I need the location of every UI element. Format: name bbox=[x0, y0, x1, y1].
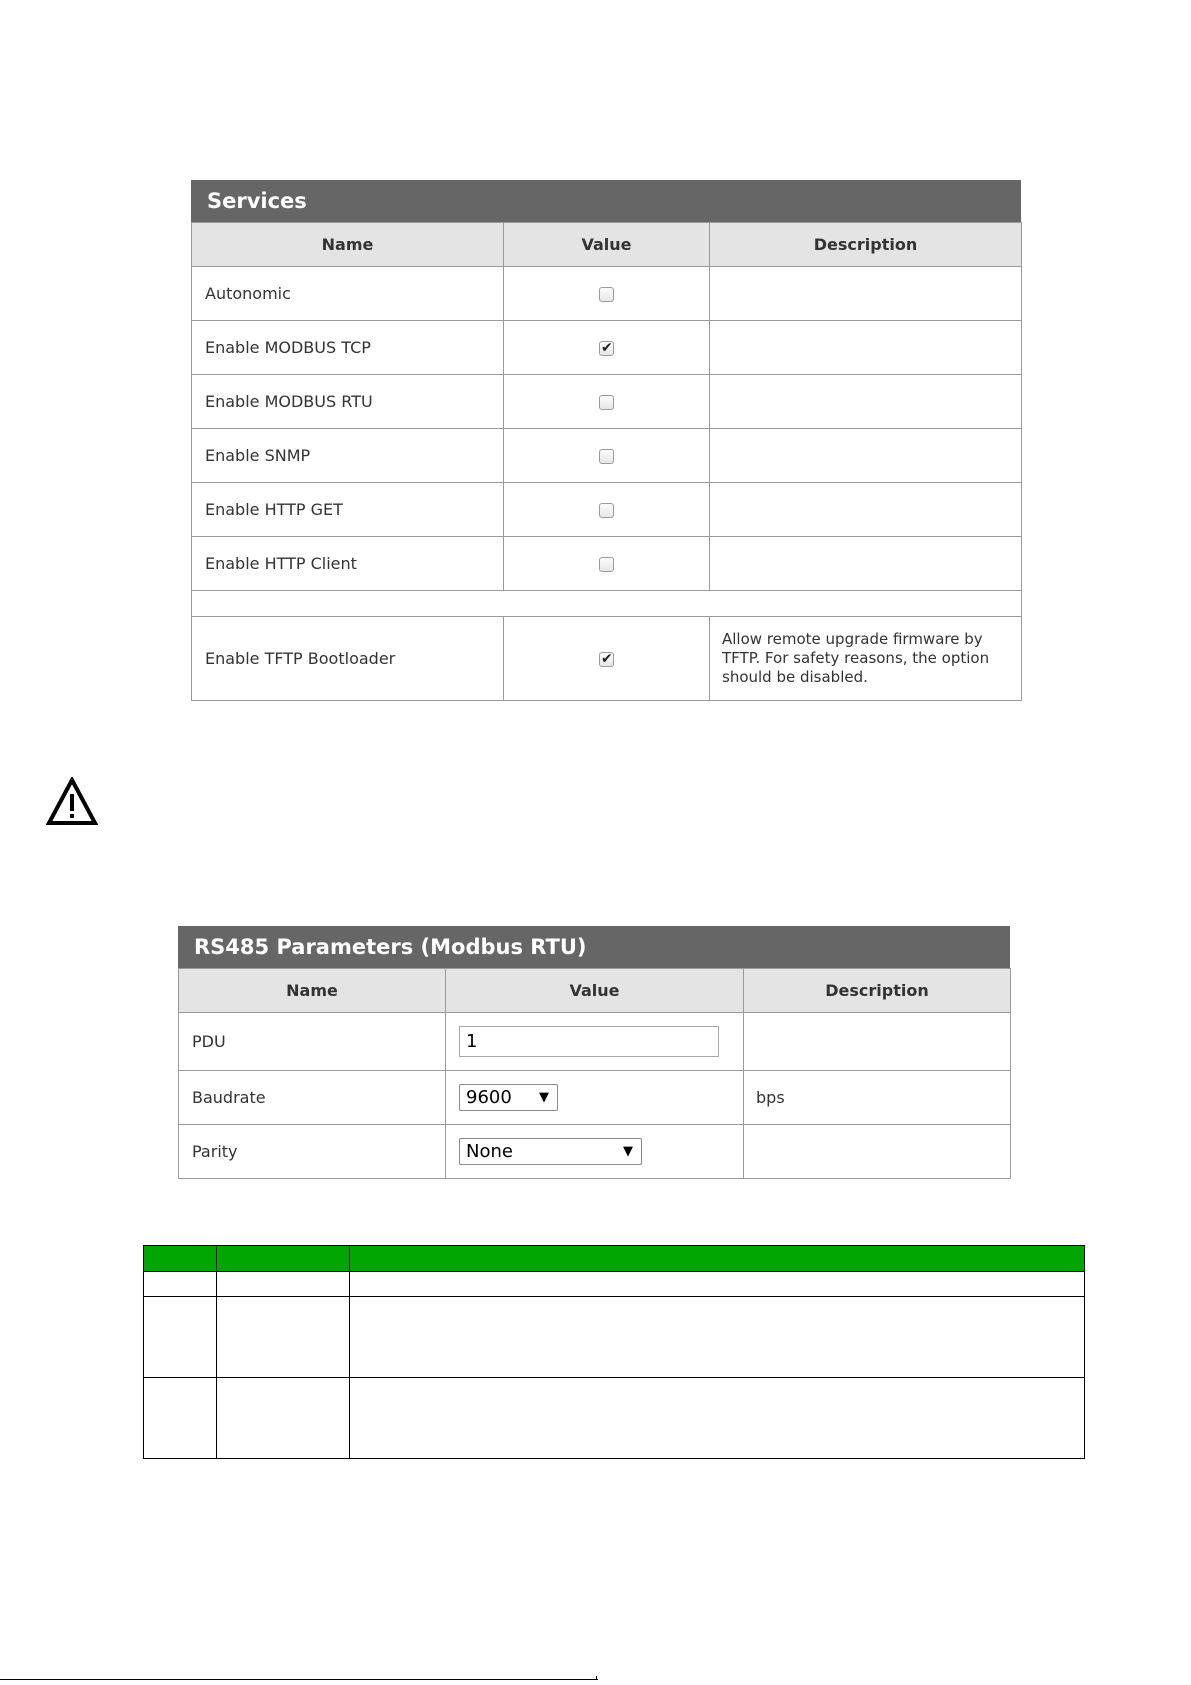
row-label-tftp-bootloader: Enable TFTP Bootloader bbox=[192, 617, 504, 701]
header-cell bbox=[217, 1246, 350, 1272]
row-label-modbus-tcp: Enable MODBUS TCP bbox=[192, 321, 504, 375]
table-row bbox=[192, 537, 1022, 591]
modbus-tcp-checkbox[interactable] bbox=[599, 341, 614, 356]
row-label-http-get: Enable HTTP GET bbox=[192, 483, 504, 537]
snmp-checkbox[interactable] bbox=[599, 449, 614, 464]
row-description bbox=[744, 1013, 1011, 1071]
table-cell bbox=[350, 1297, 1085, 1378]
row-description bbox=[710, 429, 1022, 483]
chevron-down-icon: ▼ bbox=[623, 1144, 633, 1159]
table-cell bbox=[144, 1378, 217, 1459]
table-cell bbox=[217, 1378, 350, 1459]
table-row bbox=[144, 1272, 1085, 1297]
header-cell bbox=[144, 1246, 217, 1272]
parameter-table bbox=[143, 1245, 1085, 1459]
table-row bbox=[179, 1125, 1011, 1179]
parity-select[interactable] bbox=[459, 1138, 642, 1165]
table-row bbox=[144, 1378, 1085, 1459]
baudrate-value: 9600 bbox=[466, 1087, 512, 1108]
row-description bbox=[710, 483, 1022, 537]
table-row bbox=[192, 267, 1022, 321]
column-header-name: Name bbox=[179, 969, 446, 1013]
table-row bbox=[192, 375, 1022, 429]
header-cell bbox=[350, 1246, 1085, 1272]
footnote-separator bbox=[0, 1679, 598, 1680]
chevron-down-icon: ▼ bbox=[539, 1090, 549, 1105]
row-label-autonomic: Autonomic bbox=[192, 267, 504, 321]
row-description bbox=[710, 375, 1022, 429]
row-label-http-client: Enable HTTP Client bbox=[192, 537, 504, 591]
column-header-name: Name bbox=[192, 223, 504, 267]
row-description bbox=[710, 321, 1022, 375]
table-row bbox=[144, 1297, 1085, 1378]
row-description bbox=[710, 267, 1022, 321]
parity-value: None bbox=[466, 1141, 513, 1162]
row-label-modbus-rtu: Enable MODBUS RTU bbox=[192, 375, 504, 429]
table-cell bbox=[350, 1272, 1085, 1297]
column-header-value: Value bbox=[446, 969, 744, 1013]
separator-row bbox=[192, 591, 1022, 617]
table-cell bbox=[350, 1378, 1085, 1459]
http-get-checkbox[interactable] bbox=[599, 503, 614, 518]
row-label-pdu: PDU bbox=[179, 1013, 446, 1071]
services-table bbox=[191, 222, 1022, 701]
table-row bbox=[192, 483, 1022, 537]
table-row bbox=[192, 617, 1022, 701]
row-label-baudrate: Baudrate bbox=[179, 1071, 446, 1125]
table-row bbox=[179, 1071, 1011, 1125]
table-row bbox=[192, 429, 1022, 483]
footnote-separator-tick bbox=[596, 1676, 597, 1680]
check-icon: ✔ bbox=[601, 651, 613, 667]
table-row bbox=[179, 1013, 1011, 1071]
modbus-rtu-checkbox[interactable] bbox=[599, 395, 614, 410]
rs485-table bbox=[178, 968, 1011, 1179]
services-title: Services bbox=[191, 180, 1021, 222]
row-label-snmp: Enable SNMP bbox=[192, 429, 504, 483]
table-cell bbox=[217, 1297, 350, 1378]
table-cell bbox=[144, 1297, 217, 1378]
http-client-checkbox[interactable] bbox=[599, 557, 614, 572]
baudrate-select[interactable] bbox=[459, 1084, 558, 1111]
autonomic-checkbox[interactable] bbox=[599, 287, 614, 302]
rs485-title: RS485 Parameters (Modbus RTU) bbox=[178, 926, 1010, 968]
warning-icon bbox=[46, 777, 98, 827]
check-icon: ✔ bbox=[601, 340, 613, 356]
services-panel bbox=[191, 180, 1021, 701]
row-description bbox=[710, 537, 1022, 591]
row-description bbox=[744, 1125, 1011, 1179]
baudrate-unit: bps bbox=[744, 1071, 1011, 1125]
tftp-description: Allow remote upgrade firmware by TFTP. For safety reasons, the option should be disabled. bbox=[722, 630, 990, 686]
rs485-panel bbox=[178, 926, 1010, 1179]
column-header-description: Description bbox=[710, 223, 1022, 267]
separator-cell bbox=[192, 591, 1022, 617]
column-header-description: Description bbox=[744, 969, 1011, 1013]
table-cell bbox=[144, 1272, 217, 1297]
pdu-input[interactable] bbox=[459, 1026, 719, 1057]
row-label-parity: Parity bbox=[179, 1125, 446, 1179]
rs485-header-row bbox=[179, 969, 1011, 1013]
table-header-row bbox=[144, 1246, 1085, 1272]
table-row bbox=[192, 321, 1022, 375]
table-cell bbox=[217, 1272, 350, 1297]
column-header-value: Value bbox=[504, 223, 710, 267]
tftp-bootloader-checkbox[interactable] bbox=[599, 652, 614, 667]
services-header-row bbox=[192, 223, 1022, 267]
